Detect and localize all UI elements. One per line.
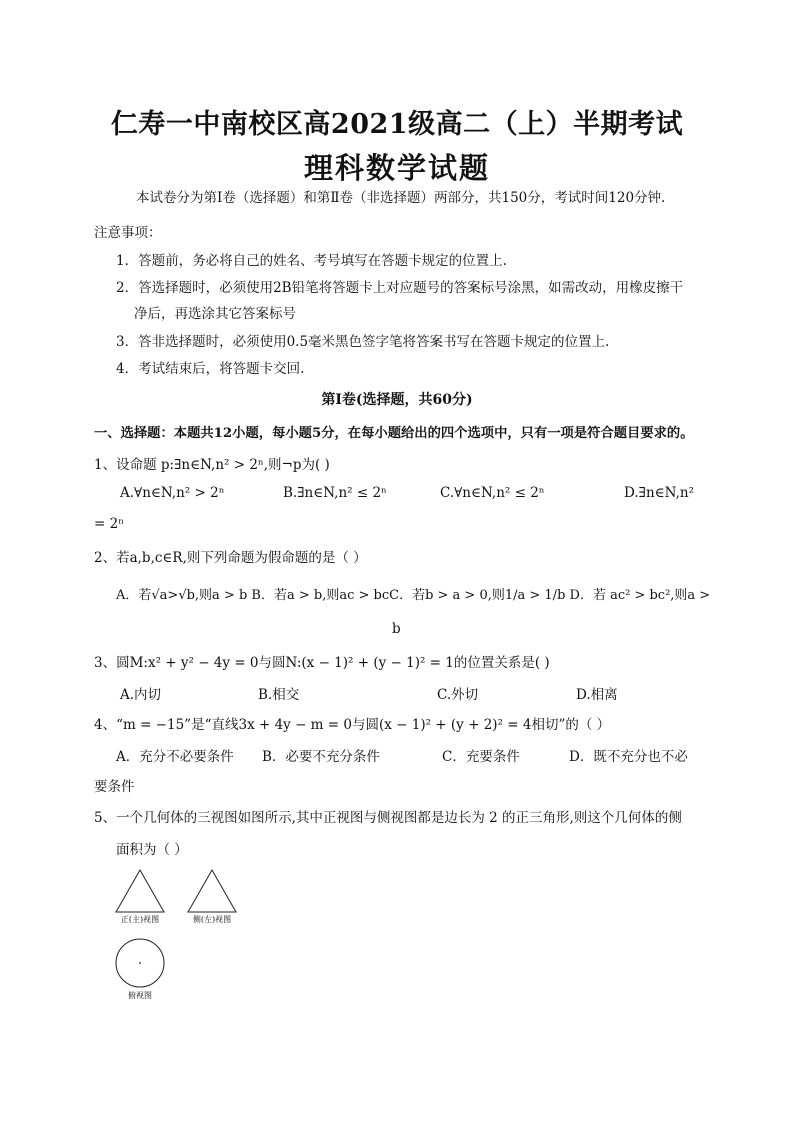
q1-option-d: D.∃n∈N,n² — [624, 485, 694, 501]
q4-option-d: D．既不充分也不必 — [569, 749, 688, 765]
note-3: 3．答非选择题时，必须使用0.5毫米黑色签字笔将答案书写在答题卡规定的位置上. — [116, 334, 610, 350]
note-2: 2．答选择题时，必须使用2B铅笔将答题卡上对应题号的答案标号涂黑，如需改动，用橡皮擦干 — [116, 280, 684, 296]
q1-option-d-cont: = 2ⁿ — [94, 516, 125, 532]
front-view-label: 正(主)视图 — [120, 915, 160, 924]
q1-option-c: C.∀n∈N,n² ≤ 2ⁿ — [440, 485, 545, 501]
intro-text: 本试卷分为第Ⅰ卷（选择题）和第Ⅱ卷（非选择题）两部分，共150分，考试时间120分钟. — [136, 190, 666, 206]
q4-option-b: B．必要不充分条件 — [262, 749, 380, 765]
q1-stem: 1、设命题 p:∃n∈N,n² > 2ⁿ,则¬p为( ) — [94, 457, 330, 473]
q4-option-c: C．充要条件 — [442, 749, 520, 765]
note-2-cont: 净后，再选涂其它答案标号 — [134, 306, 296, 322]
top-view-label: 俯视图 — [128, 991, 152, 1000]
q2-options: A．若√a>√b,则a > b B．若a > b,则ac > bcC．若b > a > 0,则1/a > 1/b D．若 ac² > bc²,则a > — [116, 588, 711, 603]
q2-options-cont: b — [392, 621, 401, 637]
part1-header: 第Ⅰ卷(选择题，共60分) — [321, 392, 473, 408]
note-1: 1．答题前，务必将自己的姓名、考号填写在答题卡规定的位置上. — [116, 253, 507, 269]
section1-header: 一、选择题：本题共12小题，每小题5分，在每小题给出的四个选项中，只有一项是符合题目要求的。 — [94, 426, 694, 441]
q1-option-b: B.∃n∈N,n² ≤ 2ⁿ — [283, 485, 387, 501]
q3-stem: 3、圆M:x² + y² − 4y = 0与圆N:(x − 1)² + (y − 1)² = 1的位置关系是( ) — [94, 655, 550, 671]
q3-option-d: D.相离 — [576, 687, 618, 703]
q4-option-a: A．充分不必要条件 — [116, 749, 234, 765]
exam-subtitle: 理科数学试题 — [303, 151, 490, 185]
exam-title: 仁寿一中南校区高2021级高二（上）半期考试 — [110, 109, 684, 140]
q4-option-d-cont: 要条件 — [94, 779, 135, 795]
side-view-label: 侧(左)视图 — [192, 915, 232, 924]
q5-stem: 5、一个几何体的三视图如图所示,其中正视图与侧视图都是边长为 2 的正三角形,则这个几何体的侧 — [94, 810, 682, 826]
top-view-circle — [114, 937, 166, 989]
note-4: 4．考试结束后，将答题卡交回. — [116, 361, 305, 377]
front-view-triangle — [114, 868, 166, 914]
side-view-triangle — [186, 868, 238, 914]
q3-option-c: C.外切 — [437, 687, 479, 703]
q3-option-a: A.内切 — [120, 687, 162, 703]
notes-header: 注意事项： — [94, 225, 162, 241]
q1-option-a: A.∀n∈N,n² > 2ⁿ — [120, 485, 225, 501]
q5-stem-cont: 面积为（ ） — [116, 842, 188, 858]
q3-option-b: B.相交 — [258, 687, 300, 703]
q2-stem: 2、若a,b,c∈R,则下列命题为假命题的是（ ） — [94, 550, 367, 566]
q4-stem: 4、“m = −15”是“直线3x + 4y − m = 0与圆(x − 1)² + (y + 2)² = 4相切”的（ ） — [94, 717, 611, 733]
